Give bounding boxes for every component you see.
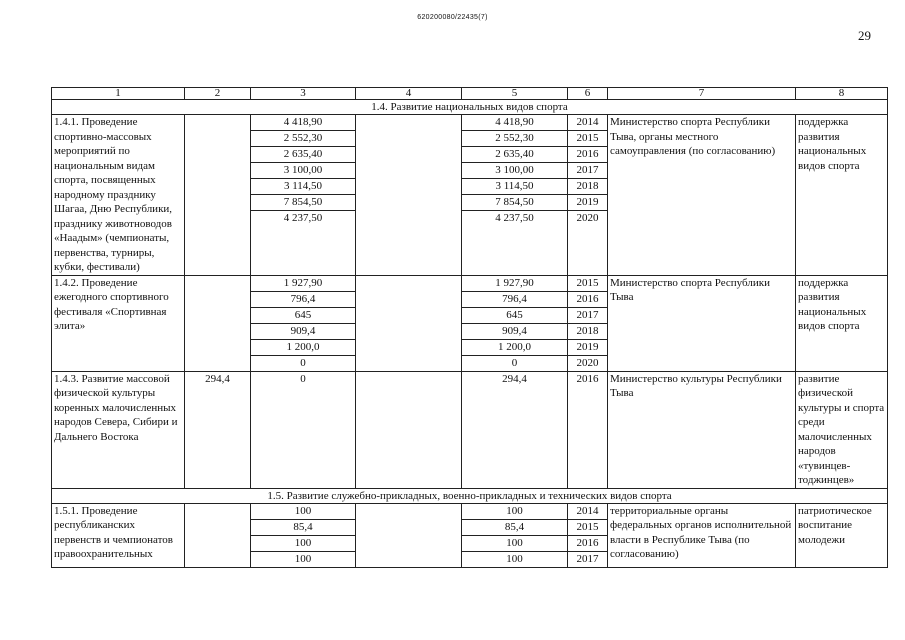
year: 2020: [576, 356, 599, 369]
col5-cell: [462, 503, 568, 567]
table-row: [52, 115, 888, 276]
year: 2020: [576, 212, 599, 224]
value: 4 237,50: [495, 212, 534, 224]
year-cell: [568, 115, 608, 276]
value: 100: [506, 552, 523, 565]
value: 645: [251, 308, 355, 324]
table-row: [52, 371, 888, 488]
col-num: 5: [462, 88, 568, 100]
col-num: 4: [356, 88, 462, 100]
value: 0: [300, 356, 306, 369]
section-title: 1.5. Развитие служебно-прикладных, военно-прикладных и технических видов спорта: [52, 488, 888, 503]
empty-cell: [185, 503, 251, 567]
value: 2 552,30: [251, 131, 355, 147]
year: 2019: [568, 340, 607, 356]
year: 2015: [568, 131, 607, 147]
value: 796,4: [462, 292, 567, 308]
value: 2 552,30: [462, 131, 567, 147]
empty-cell: [356, 503, 462, 567]
activity-name: 1.4.3. Развитие массовой физической культуры коренных малочисленных народов Севера, Сибири и Дальнего Востока: [52, 371, 185, 488]
empty-cell: [356, 275, 462, 371]
executor: территориальные органы федеральных органов исполнительной власти в Республике Тыва (по согласованию): [608, 503, 796, 567]
year: 2016: [568, 536, 607, 552]
col5-cell: [462, 275, 568, 371]
value: 4 237,50: [283, 212, 323, 224]
table-row: [52, 275, 888, 371]
activity-name: 1.4.1. Проведение спортивно-массовых мероприятий по национальным видам спорта, посвященных народному празднику Шагаа, Дню Республики, празднику животноводов «Наадым» (чемпионаты, первенства, турниры, кубки, фестивали): [52, 115, 185, 276]
value: 3 100,00: [251, 163, 355, 179]
year: 2016: [568, 371, 608, 488]
value: 85,4: [251, 520, 355, 536]
col3-cell: [251, 275, 356, 371]
empty-cell: [356, 115, 462, 276]
section-title: 1.4. Развитие национальных видов спорта: [52, 100, 888, 115]
activity-name: 1.5.1. Проведение республиканских первенств и чемпионатов правоохранительных: [52, 503, 185, 567]
col-num: 2: [185, 88, 251, 100]
expected-result: поддержка развития национальных видов спорта: [796, 115, 888, 276]
value: 645: [462, 308, 567, 324]
value: 2 635,40: [462, 147, 567, 163]
executor: Министерство спорта Республики Тыва, органы местного самоуправления (по согласованию): [608, 115, 796, 276]
value: 3 100,00: [462, 163, 567, 179]
empty-cell: [185, 275, 251, 371]
value: 1 927,90: [462, 276, 567, 292]
value: 100: [251, 504, 355, 520]
value: 3 114,50: [462, 179, 567, 195]
value: 100: [294, 552, 312, 565]
col3-cell: [251, 115, 356, 276]
year: 2018: [568, 324, 607, 340]
program-table: [51, 87, 888, 568]
executor: Министерство культуры Республики Тыва: [608, 371, 796, 488]
year: 2017: [568, 308, 607, 324]
section-heading-row: [52, 488, 888, 503]
value: 1 927,90: [251, 276, 355, 292]
document-code: 620200080/22435(7): [417, 14, 488, 21]
year: 2019: [568, 195, 607, 211]
value: 100: [462, 504, 567, 520]
col-num: 3: [251, 88, 356, 100]
year: 2017: [568, 163, 607, 179]
year: 2016: [568, 147, 607, 163]
value: 2 635,40: [251, 147, 355, 163]
year: 2017: [576, 552, 599, 565]
value: 909,4: [251, 324, 355, 340]
col-num: 6: [568, 88, 608, 100]
table-row: [52, 503, 888, 567]
year: 2018: [568, 179, 607, 195]
value: 7 854,50: [462, 195, 567, 211]
year-cell: [568, 275, 608, 371]
year-cell: [568, 503, 608, 567]
value: 4 418,90: [462, 115, 567, 131]
value: 85,4: [462, 520, 567, 536]
year: 2015: [568, 520, 607, 536]
col-num: 8: [796, 88, 888, 100]
executor: Министерство спорта Республики Тыва: [608, 275, 796, 371]
value: 100: [251, 536, 355, 552]
value: 796,4: [251, 292, 355, 308]
value: 1 200,0: [462, 340, 567, 356]
column-number-row: [52, 88, 888, 100]
expected-result: патриотическое воспитание молодежи: [796, 503, 888, 567]
year: 2015: [568, 276, 607, 292]
activity-name: 1.4.2. Проведение ежегодного спортивного фестиваля «Спортивная элита»: [52, 275, 185, 371]
col-num: 1: [52, 88, 185, 100]
value: 0: [511, 356, 518, 369]
page-number: 29: [858, 28, 871, 43]
value: 1 200,0: [251, 340, 355, 356]
value: 7 854,50: [251, 195, 355, 211]
col3-cell: [251, 503, 356, 567]
value: 294,4: [185, 371, 251, 488]
year: 2014: [568, 504, 607, 520]
col-num: 7: [608, 88, 796, 100]
year: 2014: [568, 115, 607, 131]
empty-cell: [185, 115, 251, 276]
year: 2016: [568, 292, 607, 308]
expected-result: развитие физической культуры и спорта среди малочисленных народов «тувинцев-тоджинцев»: [796, 371, 888, 488]
value: 3 114,50: [251, 179, 355, 195]
value: 4 418,90: [251, 115, 355, 131]
value: 909,4: [462, 324, 567, 340]
value: 100: [462, 536, 567, 552]
empty-cell: [356, 371, 462, 488]
col5-cell: [462, 115, 568, 276]
value: 294,4: [462, 371, 568, 488]
expected-result: поддержка развития национальных видов спорта: [796, 275, 888, 371]
section-heading-row: [52, 100, 888, 115]
value: 0: [251, 371, 356, 488]
